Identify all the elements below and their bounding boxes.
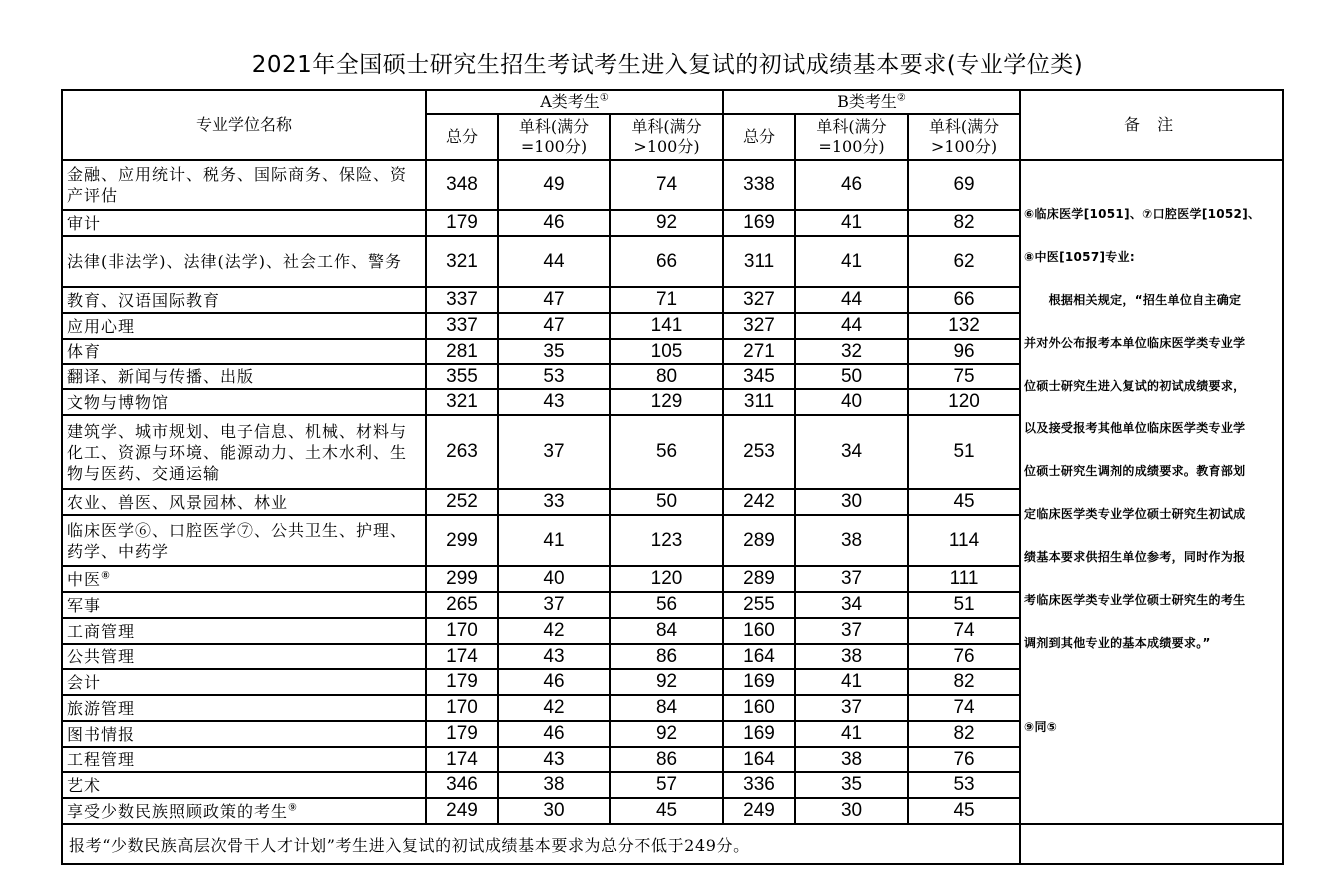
score-a-single100: 46 [498,210,610,236]
score-a-total: 337 [426,287,498,313]
score-a-singleover: 105 [610,339,723,364]
remark-line: 定临床医学类专业学位硕士研究生初试成 [1024,507,1246,521]
score-a-singleover: 84 [610,695,723,721]
score-b-single100: 34 [795,592,908,618]
program-name: 中医⑧ [62,566,426,592]
score-a-single100: 43 [498,747,610,772]
score-b-single100: 41 [795,236,908,287]
score-b-single100: 35 [795,772,908,798]
score-b-total: 327 [723,313,795,339]
header-b-total: 总分 [723,114,795,160]
score-a-singleover: 66 [610,236,723,287]
score-a-singleover: 74 [610,160,723,210]
footnote-mark: ⑧ [101,570,111,582]
remark-line: 考临床医学类专业学位硕士研究生的考生 [1024,593,1246,607]
score-b-total: 311 [723,236,795,287]
score-a-single100: 43 [498,644,610,669]
score-b-singleover: 66 [908,287,1020,313]
score-a-single100: 47 [498,313,610,339]
score-a-single100: 35 [498,339,610,364]
score-b-total: 249 [723,798,795,824]
score-b-single100: 37 [795,618,908,644]
program-name: 金融、应用统计、税务、国际商务、保险、资产评估 [62,160,426,210]
program-name: 教育、汉语国际教育 [62,287,426,313]
score-b-singleover: 120 [908,389,1020,415]
score-b-total: 271 [723,339,795,364]
score-b-singleover: 114 [908,515,1020,566]
score-a-single100: 42 [498,618,610,644]
score-a-single100: 30 [498,798,610,824]
score-b-singleover: 74 [908,695,1020,721]
score-a-total: 265 [426,592,498,618]
score-a-total: 263 [426,415,498,489]
footer-remarks-blank [1020,824,1283,864]
score-b-singleover: 111 [908,566,1020,592]
score-b-single100: 41 [795,721,908,747]
score-a-single100: 53 [498,364,610,389]
remark-line: ⑨同⑤ [1024,720,1058,734]
score-b-total: 160 [723,695,795,721]
header-remarks-col: 备 注 [1020,90,1283,160]
program-name: 农业、兽医、风景园林、林业 [62,489,426,515]
score-a-total: 249 [426,798,498,824]
score-b-total: 289 [723,566,795,592]
remark-line: ⑧中医[1057]专业: [1024,250,1135,264]
score-b-singleover: 74 [908,618,1020,644]
program-name: 法律(非法学)、法律(法学)、社会工作、警务 [62,236,426,287]
score-a-total: 170 [426,695,498,721]
score-a-total: 179 [426,669,498,695]
score-b-single100: 44 [795,287,908,313]
score-b-singleover: 53 [908,772,1020,798]
score-b-total: 327 [723,287,795,313]
table-row [62,160,1283,210]
remark-line: 以及接受报考其他单位临床医学类专业学 [1024,421,1246,435]
page-title: 2021年全国硕士研究生招生考试考生进入复试的初试成绩基本要求(专业学位类) [251,52,1084,78]
program-name: 军事 [62,592,426,618]
score-b-single100: 38 [795,644,908,669]
program-name: 艺术 [62,772,426,798]
score-b-single100: 46 [795,160,908,210]
score-a-single100: 37 [498,592,610,618]
score-b-single100: 38 [795,515,908,566]
score-b-total: 164 [723,644,795,669]
program-name: 会计 [62,669,426,695]
remark-line: 位硕士研究生进入复试的初试成绩要求， [1024,379,1246,393]
program-name: 享受少数民族照顾政策的考生⑨ [62,798,426,824]
score-b-single100: 40 [795,389,908,415]
score-b-singleover: 62 [908,236,1020,287]
score-b-singleover: 69 [908,160,1020,210]
score-a-single100: 47 [498,287,610,313]
score-b-total: 253 [723,415,795,489]
score-a-total: 337 [426,313,498,339]
score-b-total: 169 [723,721,795,747]
score-b-singleover: 76 [908,747,1020,772]
score-b-total: 311 [723,389,795,415]
score-a-total: 252 [426,489,498,515]
footnote-mark: ⑨ [288,802,298,814]
score-a-singleover: 92 [610,669,723,695]
program-name: 审计 [62,210,426,236]
footer-note: 报考“少数民族高层次骨干人才计划”考生进入复试的初试成绩基本要求为总分不低于249分。 [62,824,1020,864]
score-a-total: 174 [426,747,498,772]
header-group-a: A类考生① [426,90,723,114]
score-b-single100: 32 [795,339,908,364]
score-a-total: 321 [426,236,498,287]
score-b-singleover: 82 [908,210,1020,236]
score-a-total: 355 [426,364,498,389]
score-b-singleover: 96 [908,339,1020,364]
score-b-total: 164 [723,747,795,772]
score-a-singleover: 92 [610,210,723,236]
score-a-single100: 42 [498,695,610,721]
group-a-note: ① [599,92,609,104]
score-b-singleover: 82 [908,721,1020,747]
score-b-total: 289 [723,515,795,566]
score-a-total: 299 [426,566,498,592]
score-a-total: 179 [426,721,498,747]
score-b-singleover: 76 [908,644,1020,669]
score-b-singleover: 132 [908,313,1020,339]
score-b-single100: 37 [795,566,908,592]
score-b-single100: 41 [795,669,908,695]
score-b-singleover: 51 [908,415,1020,489]
score-a-singleover: 56 [610,415,723,489]
remark-line: 位硕士研究生调剂的成绩要求。教育部划 [1024,464,1246,478]
program-name: 应用心理 [62,313,426,339]
remark-line: 根据相关规定，“招生单位自主确定 [1024,293,1242,307]
program-name: 体育 [62,339,426,364]
score-a-single100: 46 [498,669,610,695]
header-a-singleover: 单科(满分 >100分) [610,114,723,160]
score-a-singleover: 56 [610,592,723,618]
score-a-singleover: 86 [610,747,723,772]
score-b-single100: 37 [795,695,908,721]
score-b-single100: 34 [795,415,908,489]
score-a-singleover: 80 [610,364,723,389]
score-b-singleover: 75 [908,364,1020,389]
score-a-total: 299 [426,515,498,566]
score-a-single100: 44 [498,236,610,287]
score-a-total: 281 [426,339,498,364]
score-b-singleover: 45 [908,798,1020,824]
score-a-singleover: 84 [610,618,723,644]
remarks-cell [1020,160,1283,824]
score-b-singleover: 51 [908,592,1020,618]
score-a-single100: 49 [498,160,610,210]
program-name: 图书情报 [62,721,426,747]
score-a-single100: 38 [498,772,610,798]
footer-row [62,824,1283,864]
score-a-singleover: 50 [610,489,723,515]
program-name: 公共管理 [62,644,426,669]
score-b-total: 345 [723,364,795,389]
score-a-singleover: 123 [610,515,723,566]
score-a-singleover: 57 [610,772,723,798]
score-b-total: 338 [723,160,795,210]
score-table [61,89,1284,865]
score-b-single100: 41 [795,210,908,236]
remark-line: ⑥临床医学[1051]、⑦口腔医学[1052]、 [1024,207,1261,221]
program-name: 文物与博物馆 [62,389,426,415]
remark-line: 绩基本要求供招生单位参考，同时作为报 [1024,550,1246,564]
header-b-singleover: 单科(满分 >100分) [908,114,1020,160]
score-a-singleover: 92 [610,721,723,747]
header-b-single100: 单科(满分 =100分) [795,114,908,160]
group-b-note: ② [896,92,906,104]
score-a-single100: 41 [498,515,610,566]
score-b-total: 242 [723,489,795,515]
header-a-total: 总分 [426,114,498,160]
score-a-single100: 43 [498,389,610,415]
score-b-single100: 50 [795,364,908,389]
score-a-total: 179 [426,210,498,236]
score-a-single100: 33 [498,489,610,515]
program-name: 临床医学⑥、口腔医学⑦、公共卫生、护理、药学、中药学 [62,515,426,566]
score-b-total: 169 [723,210,795,236]
remark-line: 并对外公布报考本单位临床医学类专业学 [1024,336,1246,350]
score-b-total: 169 [723,669,795,695]
score-a-single100: 37 [498,415,610,489]
header-name-col: 专业学位名称 [62,90,426,160]
header-a-single100: 单科(满分 =100分) [498,114,610,160]
score-a-total: 346 [426,772,498,798]
score-a-singleover: 45 [610,798,723,824]
score-a-singleover: 120 [610,566,723,592]
score-a-singleover: 141 [610,313,723,339]
score-b-single100: 44 [795,313,908,339]
score-b-single100: 30 [795,798,908,824]
header-group-b: B类考生② [723,90,1020,114]
score-b-singleover: 82 [908,669,1020,695]
score-a-singleover: 86 [610,644,723,669]
program-name: 建筑学、城市规划、电子信息、机械、材料与化工、资源与环境、能源动力、土木水利、生物与医药、交通运输 [62,415,426,489]
score-a-total: 321 [426,389,498,415]
score-a-total: 348 [426,160,498,210]
score-a-singleover: 71 [610,287,723,313]
score-a-total: 174 [426,644,498,669]
score-a-total: 170 [426,618,498,644]
program-name: 翻译、新闻与传播、出版 [62,364,426,389]
program-name: 工商管理 [62,618,426,644]
score-b-total: 255 [723,592,795,618]
score-b-total: 336 [723,772,795,798]
score-a-single100: 40 [498,566,610,592]
program-name: 工程管理 [62,747,426,772]
score-a-singleover: 129 [610,389,723,415]
score-b-singleover: 45 [908,489,1020,515]
score-b-total: 160 [723,618,795,644]
remark-line: 调剂到其他专业的基本成绩要求。” [1024,636,1211,650]
program-name: 旅游管理 [62,695,426,721]
score-b-single100: 30 [795,489,908,515]
score-a-single100: 46 [498,721,610,747]
score-b-single100: 38 [795,747,908,772]
